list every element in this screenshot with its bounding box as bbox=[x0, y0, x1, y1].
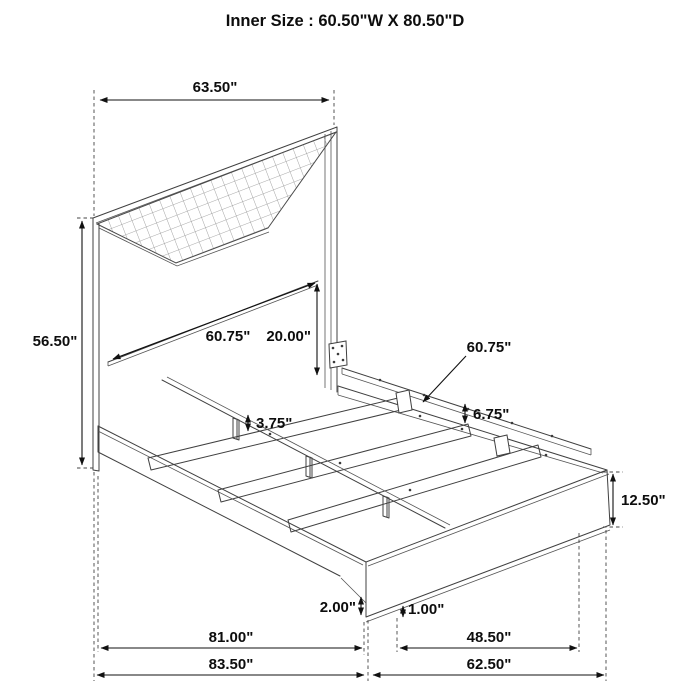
dim-headboard-height: 56.50" bbox=[32, 333, 78, 350]
dim-panel-width: 60.75" bbox=[205, 328, 251, 345]
dim-line-panel-width bbox=[113, 283, 315, 359]
diagram-title: Inner Size : 60.50"W X 80.50"D bbox=[225, 12, 465, 30]
front-side-rail bbox=[98, 426, 366, 603]
dim-rail-gap: 6.75" bbox=[473, 406, 510, 423]
dim-frame-inner-length: 81.00" bbox=[208, 629, 254, 646]
leader-support-rail bbox=[423, 356, 466, 402]
dim-frame-outer-length: 83.50" bbox=[208, 656, 254, 673]
rail-bracket bbox=[329, 341, 347, 368]
dim-center-leg-height: 3.75" bbox=[256, 415, 293, 432]
dim-footboard-outer-width: 62.50" bbox=[466, 656, 512, 673]
extension-lines bbox=[77, 90, 623, 681]
headboard bbox=[93, 127, 337, 471]
dim-panel-height: 20.00" bbox=[266, 328, 311, 345]
dim-base-reveal: 1.00" bbox=[408, 601, 445, 618]
center-rail-legs bbox=[233, 418, 389, 518]
dimension-lines bbox=[82, 100, 613, 675]
quilted-panel bbox=[97, 132, 336, 263]
slat-support-rail bbox=[342, 368, 591, 455]
dim-footboard-height: 12.50" bbox=[621, 492, 666, 509]
dim-headboard-width: 63.50" bbox=[192, 79, 238, 96]
footboard bbox=[366, 470, 610, 622]
dim-footboard-inner-width: 48.50" bbox=[466, 629, 512, 646]
dim-footboard-clearance: 2.00" bbox=[319, 599, 356, 616]
dim-support-rail-length: 60.75" bbox=[466, 339, 512, 356]
bed-frame-drawing bbox=[93, 127, 610, 622]
